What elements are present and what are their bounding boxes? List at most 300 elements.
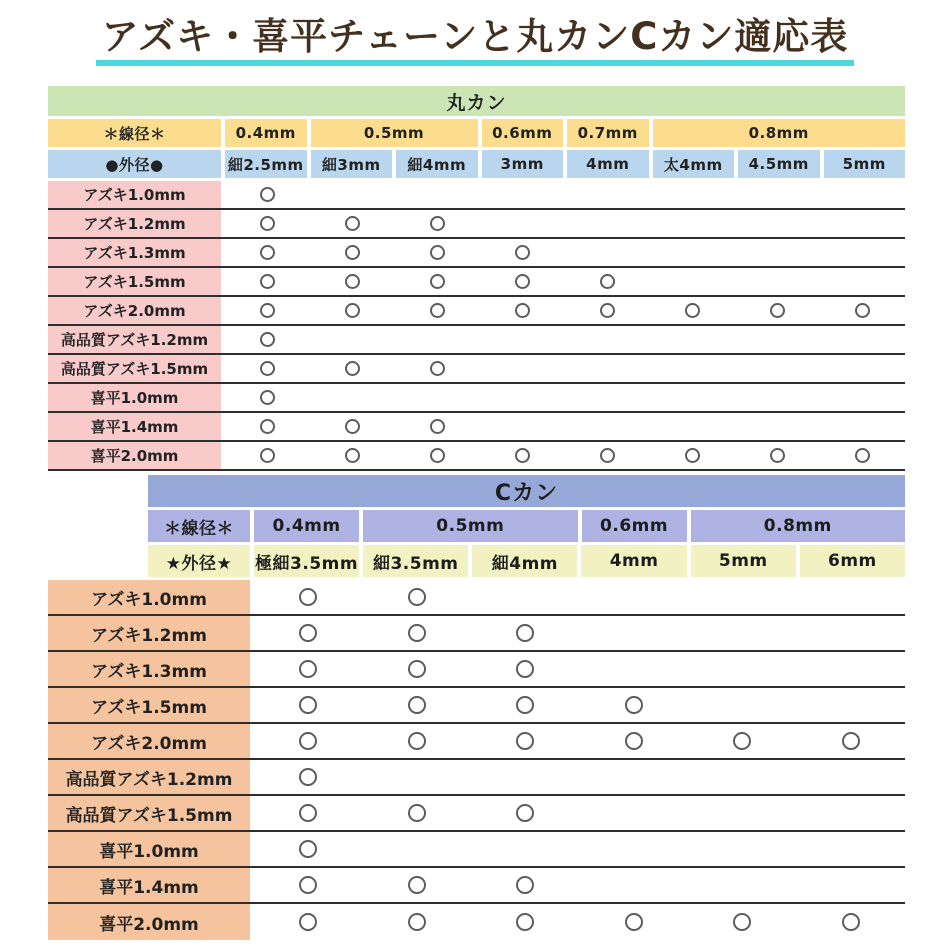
chain-type-label: アズキ1.0mm bbox=[48, 580, 250, 614]
chain-type-label: アズキ2.0mm bbox=[48, 724, 250, 758]
compat-mark-circle bbox=[770, 303, 785, 318]
compat-mark-circle bbox=[516, 913, 534, 931]
compat-mark-circle bbox=[299, 840, 317, 858]
compat-cell bbox=[225, 355, 310, 382]
compat-mark-circle bbox=[345, 303, 360, 318]
table-row bbox=[48, 904, 905, 940]
compat-cell bbox=[395, 442, 480, 469]
page-title: アズキ・喜平チェーンと丸カンCカン適応表 bbox=[96, 14, 855, 66]
compat-cell bbox=[254, 760, 363, 794]
compat-mark-circle bbox=[260, 245, 275, 260]
table-row bbox=[48, 181, 905, 210]
compat-cell bbox=[363, 760, 472, 794]
compat-mark-circle bbox=[600, 274, 615, 289]
compat-cell bbox=[797, 580, 906, 614]
compat-cell bbox=[471, 724, 580, 758]
compat-cell bbox=[310, 326, 395, 353]
compat-mark-circle bbox=[299, 768, 317, 786]
compat-cell bbox=[735, 442, 820, 469]
compat-cell bbox=[395, 210, 480, 237]
compat-mark-circle bbox=[299, 624, 317, 642]
compat-mark-circle bbox=[260, 187, 275, 202]
compat-mark-circle bbox=[516, 804, 534, 822]
compat-mark-circle bbox=[260, 390, 275, 405]
compat-mark-circle bbox=[516, 732, 534, 750]
compat-cell bbox=[395, 268, 480, 295]
compat-cell bbox=[650, 210, 735, 237]
compat-cell bbox=[471, 760, 580, 794]
table-row bbox=[48, 210, 905, 239]
compat-cell bbox=[254, 832, 363, 866]
compat-mark-circle bbox=[430, 216, 445, 231]
c-kan-outer-diameter-row bbox=[148, 545, 905, 577]
chain-type-label: アズキ1.5mm bbox=[48, 268, 221, 295]
compat-cell bbox=[820, 268, 905, 295]
compat-mark-circle bbox=[430, 303, 445, 318]
compat-cell bbox=[363, 652, 472, 686]
table-row bbox=[48, 580, 905, 616]
compat-cell bbox=[820, 181, 905, 208]
compat-mark-circle bbox=[299, 696, 317, 714]
compat-cell bbox=[797, 832, 906, 866]
compat-mark-circle bbox=[600, 303, 615, 318]
compat-cell bbox=[797, 760, 906, 794]
compat-cell bbox=[580, 724, 689, 758]
compat-cell bbox=[735, 181, 820, 208]
compat-cell bbox=[480, 326, 565, 353]
chain-type-label: 喜平2.0mm bbox=[48, 904, 250, 940]
outer-size-header: 6mm bbox=[800, 545, 905, 577]
compat-cell bbox=[688, 616, 797, 650]
compat-cell bbox=[310, 297, 395, 324]
compat-cell bbox=[363, 832, 472, 866]
compat-cell bbox=[225, 384, 310, 411]
compat-cell bbox=[565, 181, 650, 208]
table-row bbox=[48, 724, 905, 760]
compat-mark-circle bbox=[770, 448, 785, 463]
row-data bbox=[225, 355, 905, 382]
compat-cell bbox=[395, 239, 480, 266]
compat-cell bbox=[471, 580, 580, 614]
compat-cell bbox=[580, 580, 689, 614]
compat-mark-circle bbox=[733, 732, 751, 750]
chain-type-label: アズキ1.0mm bbox=[48, 181, 221, 208]
compat-mark-circle bbox=[515, 245, 530, 260]
compat-cell bbox=[363, 868, 472, 902]
compat-cell bbox=[580, 868, 689, 902]
compat-cell bbox=[797, 724, 906, 758]
compat-mark-circle bbox=[733, 913, 751, 931]
maru-kan-outer-diameter-row bbox=[48, 150, 905, 178]
compat-cell bbox=[797, 904, 906, 940]
wire-size-header: 0.5mm bbox=[363, 510, 577, 542]
wire-size-header: 0.6mm bbox=[482, 119, 564, 147]
compat-mark-circle bbox=[260, 303, 275, 318]
compat-cell bbox=[225, 210, 310, 237]
compat-mark-circle bbox=[299, 588, 317, 606]
compat-cell bbox=[471, 832, 580, 866]
compat-cell bbox=[580, 796, 689, 830]
compat-mark-circle bbox=[625, 913, 643, 931]
compat-mark-circle bbox=[260, 361, 275, 376]
compat-cell bbox=[225, 326, 310, 353]
compat-cell bbox=[310, 210, 395, 237]
compat-cell bbox=[225, 239, 310, 266]
outer-size-header: 細4mm bbox=[472, 545, 577, 577]
compat-cell bbox=[580, 652, 689, 686]
compat-cell bbox=[480, 442, 565, 469]
compat-mark-circle bbox=[516, 876, 534, 894]
compat-mark-circle bbox=[515, 274, 530, 289]
compat-mark-circle bbox=[600, 448, 615, 463]
c-kan-table-head bbox=[148, 475, 905, 577]
compat-cell bbox=[650, 297, 735, 324]
compat-cell bbox=[735, 297, 820, 324]
maru-kan-table bbox=[48, 86, 905, 471]
compat-cell bbox=[580, 760, 689, 794]
outer-size-header: 細4mm bbox=[396, 150, 478, 178]
compat-cell bbox=[688, 724, 797, 758]
compat-cell bbox=[688, 652, 797, 686]
compat-cell bbox=[650, 384, 735, 411]
compat-cell bbox=[650, 268, 735, 295]
compat-cell bbox=[480, 239, 565, 266]
compat-cell bbox=[480, 210, 565, 237]
compat-cell bbox=[225, 181, 310, 208]
compat-cell bbox=[820, 297, 905, 324]
compat-cell bbox=[650, 355, 735, 382]
compat-cell bbox=[735, 210, 820, 237]
chain-type-label: 喜平1.4mm bbox=[48, 868, 250, 902]
compat-mark-circle bbox=[260, 419, 275, 434]
row-data bbox=[254, 688, 905, 722]
table-row bbox=[48, 297, 905, 326]
outer-size-header: 細3.5mm bbox=[363, 545, 468, 577]
compat-cell bbox=[254, 724, 363, 758]
table-row bbox=[48, 268, 905, 297]
compat-cell bbox=[471, 796, 580, 830]
chain-type-label: アズキ1.2mm bbox=[48, 616, 250, 650]
chain-type-label: 高品質アズキ1.5mm bbox=[48, 796, 250, 830]
compat-mark-circle bbox=[260, 448, 275, 463]
compat-cell bbox=[650, 442, 735, 469]
compat-cell bbox=[797, 616, 906, 650]
compat-cell bbox=[480, 384, 565, 411]
wire-size-header: 0.4mm bbox=[225, 119, 307, 147]
compat-cell bbox=[254, 868, 363, 902]
row-data bbox=[254, 868, 905, 902]
c-kan-table-title: Cカン bbox=[148, 475, 905, 507]
compat-mark-circle bbox=[345, 448, 360, 463]
compat-mark-circle bbox=[345, 361, 360, 376]
compat-mark-circle bbox=[408, 588, 426, 606]
compat-cell bbox=[820, 355, 905, 382]
table-row bbox=[48, 239, 905, 268]
table-row bbox=[48, 760, 905, 796]
compat-cell bbox=[688, 760, 797, 794]
compat-cell bbox=[225, 297, 310, 324]
outer-size-header: 4mm bbox=[581, 545, 686, 577]
compat-cell bbox=[735, 239, 820, 266]
compat-cell bbox=[480, 181, 565, 208]
outer-diameter-corner-label: ★外径★ bbox=[148, 545, 250, 577]
compat-mark-circle bbox=[515, 303, 530, 318]
compat-cell bbox=[471, 868, 580, 902]
compat-mark-circle bbox=[515, 448, 530, 463]
compat-cell bbox=[797, 796, 906, 830]
wire-size-header: 0.6mm bbox=[582, 510, 687, 542]
compat-cell bbox=[471, 904, 580, 940]
compat-cell bbox=[565, 268, 650, 295]
compat-cell bbox=[363, 724, 472, 758]
compat-cell bbox=[480, 268, 565, 295]
compat-cell bbox=[565, 442, 650, 469]
wire-size-header: 0.8mm bbox=[691, 510, 905, 542]
compat-cell bbox=[565, 239, 650, 266]
compat-cell bbox=[395, 181, 480, 208]
compat-cell bbox=[310, 413, 395, 440]
compat-cell bbox=[225, 268, 310, 295]
compat-cell bbox=[254, 688, 363, 722]
compat-cell bbox=[580, 688, 689, 722]
compat-cell bbox=[471, 652, 580, 686]
row-data bbox=[225, 442, 905, 469]
compat-mark-circle bbox=[299, 660, 317, 678]
compat-cell bbox=[395, 413, 480, 440]
compat-mark-circle bbox=[299, 913, 317, 931]
table-row bbox=[48, 652, 905, 688]
compat-cell bbox=[480, 413, 565, 440]
row-data bbox=[225, 297, 905, 324]
compat-mark-circle bbox=[408, 804, 426, 822]
outer-size-header: 細2.5mm bbox=[225, 150, 307, 178]
compat-mark-circle bbox=[345, 245, 360, 260]
compat-cell bbox=[650, 326, 735, 353]
compat-cell bbox=[735, 384, 820, 411]
compat-cell bbox=[395, 384, 480, 411]
chain-type-label: 高品質アズキ1.5mm bbox=[48, 355, 221, 382]
maru-kan-table-body bbox=[48, 181, 905, 471]
chain-type-label: 喜平2.0mm bbox=[48, 442, 221, 469]
compat-mark-circle bbox=[625, 696, 643, 714]
chain-type-label: 喜平1.0mm bbox=[48, 832, 250, 866]
compat-cell bbox=[735, 326, 820, 353]
compat-cell bbox=[363, 796, 472, 830]
table-row bbox=[48, 355, 905, 384]
compat-cell bbox=[310, 239, 395, 266]
row-data bbox=[225, 181, 905, 208]
compat-cell bbox=[565, 326, 650, 353]
row-data bbox=[254, 796, 905, 830]
compat-cell bbox=[688, 796, 797, 830]
wire-size-header: 0.8mm bbox=[653, 119, 906, 147]
compat-mark-circle bbox=[685, 448, 700, 463]
table-row bbox=[48, 326, 905, 355]
compat-mark-circle bbox=[408, 876, 426, 894]
c-kan-wire-diameter-row bbox=[148, 510, 905, 542]
compat-mark-circle bbox=[260, 274, 275, 289]
row-data bbox=[225, 326, 905, 353]
wire-size-header: 0.5mm bbox=[311, 119, 478, 147]
compat-cell bbox=[688, 868, 797, 902]
row-data bbox=[254, 580, 905, 614]
row-data bbox=[254, 760, 905, 794]
compat-cell bbox=[254, 616, 363, 650]
outer-size-header: 4.5mm bbox=[738, 150, 820, 178]
row-data bbox=[225, 210, 905, 237]
chain-type-label: アズキ1.2mm bbox=[48, 210, 221, 237]
compat-cell bbox=[735, 268, 820, 295]
row-data bbox=[225, 384, 905, 411]
outer-size-header: 細3mm bbox=[311, 150, 393, 178]
compat-cell bbox=[580, 616, 689, 650]
chain-type-label: アズキ1.5mm bbox=[48, 688, 250, 722]
compat-mark-circle bbox=[516, 624, 534, 642]
outer-size-header: 5mm bbox=[824, 150, 906, 178]
compat-cell bbox=[395, 326, 480, 353]
compat-cell bbox=[650, 239, 735, 266]
outer-size-header: 極細3.5mm bbox=[254, 545, 359, 577]
compat-cell bbox=[254, 580, 363, 614]
compat-cell bbox=[310, 268, 395, 295]
compat-cell bbox=[688, 904, 797, 940]
row-data bbox=[225, 239, 905, 266]
compat-cell bbox=[735, 355, 820, 382]
compat-cell bbox=[735, 413, 820, 440]
chain-type-label: アズキ2.0mm bbox=[48, 297, 221, 324]
table-row bbox=[48, 616, 905, 652]
chain-type-label: 喜平1.0mm bbox=[48, 384, 221, 411]
compat-cell bbox=[820, 384, 905, 411]
chain-type-label: アズキ1.3mm bbox=[48, 239, 221, 266]
compat-cell bbox=[310, 384, 395, 411]
compat-cell bbox=[480, 355, 565, 382]
compat-mark-circle bbox=[260, 216, 275, 231]
compat-mark-circle bbox=[855, 303, 870, 318]
compat-mark-circle bbox=[842, 913, 860, 931]
compat-cell bbox=[363, 904, 472, 940]
compat-mark-circle bbox=[408, 913, 426, 931]
compat-cell bbox=[650, 181, 735, 208]
table-row bbox=[48, 442, 905, 471]
compat-cell bbox=[395, 297, 480, 324]
chain-type-label: アズキ1.3mm bbox=[48, 652, 250, 686]
compat-cell bbox=[580, 832, 689, 866]
row-data bbox=[254, 652, 905, 686]
compat-mark-circle bbox=[430, 419, 445, 434]
c-kan-table-body bbox=[48, 580, 905, 940]
compat-cell bbox=[395, 355, 480, 382]
compat-cell bbox=[650, 413, 735, 440]
compat-cell bbox=[471, 688, 580, 722]
table-row bbox=[48, 796, 905, 832]
compat-mark-circle bbox=[625, 732, 643, 750]
table-row bbox=[48, 868, 905, 904]
compat-mark-circle bbox=[430, 448, 445, 463]
compat-cell bbox=[820, 413, 905, 440]
row-data bbox=[225, 413, 905, 440]
compat-mark-circle bbox=[408, 624, 426, 642]
compat-cell bbox=[688, 832, 797, 866]
table-row bbox=[48, 413, 905, 442]
compat-mark-circle bbox=[345, 274, 360, 289]
compat-mark-circle bbox=[299, 804, 317, 822]
compat-cell bbox=[254, 904, 363, 940]
row-data bbox=[254, 724, 905, 758]
row-data bbox=[254, 832, 905, 866]
compat-cell bbox=[688, 688, 797, 722]
compat-cell bbox=[565, 210, 650, 237]
compat-cell bbox=[363, 616, 472, 650]
compat-cell bbox=[820, 442, 905, 469]
compat-mark-circle bbox=[430, 361, 445, 376]
compat-cell bbox=[565, 384, 650, 411]
table-row bbox=[48, 384, 905, 413]
compat-mark-circle bbox=[685, 303, 700, 318]
compat-mark-circle bbox=[299, 732, 317, 750]
compat-cell bbox=[565, 297, 650, 324]
compat-cell bbox=[797, 868, 906, 902]
title-block bbox=[0, 0, 950, 66]
outer-diameter-corner-label: ●外径● bbox=[48, 150, 221, 178]
maru-kan-table-title: 丸カン bbox=[48, 86, 905, 116]
table-row bbox=[48, 688, 905, 724]
compat-cell bbox=[225, 413, 310, 440]
compat-cell bbox=[363, 688, 472, 722]
compat-mark-circle bbox=[516, 696, 534, 714]
compat-mark-circle bbox=[345, 216, 360, 231]
compat-cell bbox=[797, 652, 906, 686]
compat-cell bbox=[820, 210, 905, 237]
compat-cell bbox=[480, 297, 565, 324]
compat-cell bbox=[820, 326, 905, 353]
chain-type-label: 高品質アズキ1.2mm bbox=[48, 326, 221, 353]
compat-cell bbox=[580, 904, 689, 940]
outer-size-header: 5mm bbox=[691, 545, 796, 577]
compat-mark-circle bbox=[260, 332, 275, 347]
compat-cell bbox=[471, 616, 580, 650]
wire-size-header: 0.4mm bbox=[254, 510, 359, 542]
compat-cell bbox=[688, 580, 797, 614]
compat-mark-circle bbox=[855, 448, 870, 463]
maru-kan-wire-diameter-row bbox=[48, 119, 905, 147]
row-data bbox=[225, 268, 905, 295]
compat-cell bbox=[225, 442, 310, 469]
row-data bbox=[254, 616, 905, 650]
compat-cell bbox=[254, 652, 363, 686]
outer-size-header: 太4mm bbox=[653, 150, 735, 178]
row-data bbox=[254, 904, 905, 940]
compat-cell bbox=[254, 796, 363, 830]
compat-mark-circle bbox=[408, 696, 426, 714]
compat-mark-circle bbox=[430, 274, 445, 289]
compat-cell bbox=[565, 355, 650, 382]
compat-cell bbox=[820, 239, 905, 266]
compat-cell bbox=[310, 355, 395, 382]
compat-mark-circle bbox=[430, 245, 445, 260]
chain-type-label: 高品質アズキ1.2mm bbox=[48, 760, 250, 794]
c-kan-table bbox=[0, 475, 950, 940]
compat-mark-circle bbox=[516, 660, 534, 678]
wire-diameter-corner-label: ＊線径＊ bbox=[48, 119, 221, 147]
compat-mark-circle bbox=[408, 732, 426, 750]
wire-diameter-corner-label: ＊線径＊ bbox=[148, 510, 250, 542]
chain-type-label: 喜平1.4mm bbox=[48, 413, 221, 440]
compat-mark-circle bbox=[299, 876, 317, 894]
compat-cell bbox=[797, 688, 906, 722]
compat-cell bbox=[310, 442, 395, 469]
compat-cell bbox=[565, 413, 650, 440]
